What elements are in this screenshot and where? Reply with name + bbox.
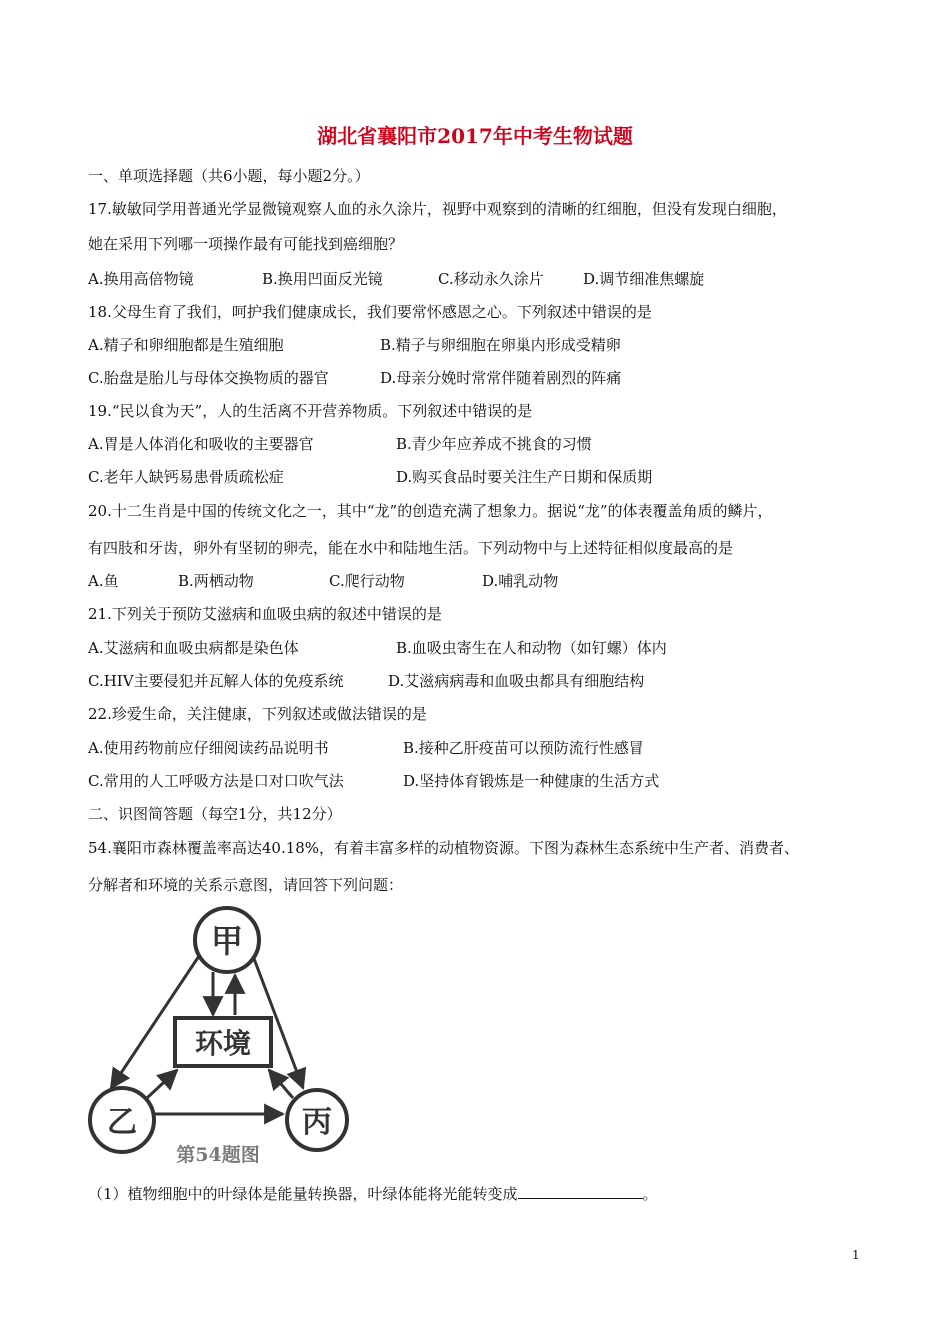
- q20-option-a: A.鱼: [88, 572, 119, 590]
- q22-option-a: A.使用药物前应仔细阅读药品说明书: [88, 739, 329, 757]
- page-number: 1: [852, 1248, 860, 1262]
- q54-sub1: [88, 1183, 658, 1204]
- q22-option-b: B.接种乙肝疫苗可以预防流行性感冒: [403, 739, 644, 757]
- q21-option-a: A.艾滋病和血吸虫病都是染色体: [88, 639, 299, 657]
- arrow-bing-to-env: [269, 1070, 293, 1098]
- q17-option-b: B.换用凹面反光镜: [262, 270, 383, 288]
- q19-option-a: A.胃是人体消化和吸收的主要器官: [88, 435, 314, 453]
- q54-stem-line1: 54.襄阳市森林覆盖率高达40.18%，有着丰富多样的动植物资源。下图为森林生态系统中生产者、消费者、: [88, 839, 800, 857]
- q54-stem-line2: 分解者和环境的关系示意图，请回答下列问题：: [88, 876, 404, 894]
- q18-option-a: A.精子和卵细胞都是生殖细胞: [88, 336, 284, 354]
- ecosystem-diagram: [85, 898, 350, 1173]
- answer-blank[interactable]: [518, 1184, 643, 1199]
- page-title: 湖北省襄阳市2017年中考生物试题: [317, 124, 633, 148]
- q17-stem-line1: 17.敏敏同学用普通光学显微镜观察人血的永久涂片，视野中观察到的清晰的红细胞，但没有发现白细胞，: [88, 200, 787, 218]
- q21-option-b: B.血吸虫寄生在人和动物（如钉螺）体内: [396, 639, 667, 657]
- q20-option-c: C.爬行动物: [329, 572, 405, 590]
- q19-stem: 19.“民以食为天”，人的生活离不开营养物质。下列叙述中错误的是: [88, 402, 533, 420]
- q17-option-c: C.移动永久涂片: [438, 270, 544, 288]
- q21-option-c: C.HIV主要侵犯并瓦解人体的免疫系统: [88, 672, 344, 690]
- q21-option-d: D.艾滋病病毒和血吸虫都具有细胞结构: [388, 672, 645, 690]
- q18-stem: 18.父母生育了我们，呵护我们健康成长，我们要常怀感恩之心。下列叙述中错误的是: [88, 303, 652, 321]
- section-heading-1: 一、单项选择题（共6小题，每小题2分。）: [88, 167, 370, 185]
- q22-stem: 22.珍爱生命，关注健康，下列叙述或做法错误的是: [88, 705, 427, 723]
- q19-option-d: D.购买食品时要关注生产日期和保质期: [396, 468, 653, 486]
- node-jia-label: 甲: [210, 922, 244, 960]
- q17-option-a: A.换用高倍物镜: [88, 270, 194, 288]
- section-heading-2: 二、识图简答题（每空1分，共12分）: [88, 805, 342, 823]
- q18-option-c: C.胎盘是胎儿与母体交换物质的器官: [88, 369, 329, 387]
- figure-caption: 第54题图: [176, 1144, 260, 1166]
- arrow-yi-to-env: [147, 1070, 177, 1098]
- q22-option-c: C.常用的人工呼吸方法是口对口吹气法: [88, 772, 344, 790]
- q18-option-d: D.母亲分娩时常常伴随着剧烈的阵痛: [380, 369, 622, 387]
- q20-option-d: D.哺乳动物: [482, 572, 559, 590]
- q20-option-b: B.两栖动物: [178, 572, 254, 590]
- q19-option-b: B.青少年应养成不挑食的习惯: [396, 435, 592, 453]
- q22-option-d: D.坚持体育锻炼是一种健康的生活方式: [403, 772, 660, 790]
- q54-sub1-text: （1）植物细胞中的叶绿体是能量转换器，叶绿体能将光能转变成: [88, 1185, 518, 1203]
- q54-sub1-end: 。: [642, 1185, 658, 1203]
- q20-stem-line1: 20.十二生肖是中国的传统文化之一，其中“龙”的创造充满了想象力。据说“龙”的体表覆盖角质的鳞片，: [88, 502, 773, 520]
- q19-option-c: C.老年人缺钙易患骨质疏松症: [88, 468, 284, 486]
- q20-stem-line2: 有四肢和牙齿，卵外有坚韧的卵壳，能在水中和陆地生活。下列动物中与上述特征相似度最高的是: [88, 539, 734, 557]
- q17-option-d: D.调节细准焦螺旋: [583, 270, 705, 288]
- q17-stem-line2: 她在采用下列哪一项操作最有可能找到癌细胞？: [88, 235, 404, 253]
- q18-option-b: B.精子与卵细胞在卵巢内形成受精卵: [380, 336, 621, 354]
- environment-label: 环境: [194, 1027, 252, 1060]
- node-bing-label: 丙: [302, 1105, 332, 1140]
- node-yi-label: 乙: [107, 1105, 137, 1140]
- q21-stem: 21.下列关于预防艾滋病和血吸虫病的叙述中错误的是: [88, 605, 442, 623]
